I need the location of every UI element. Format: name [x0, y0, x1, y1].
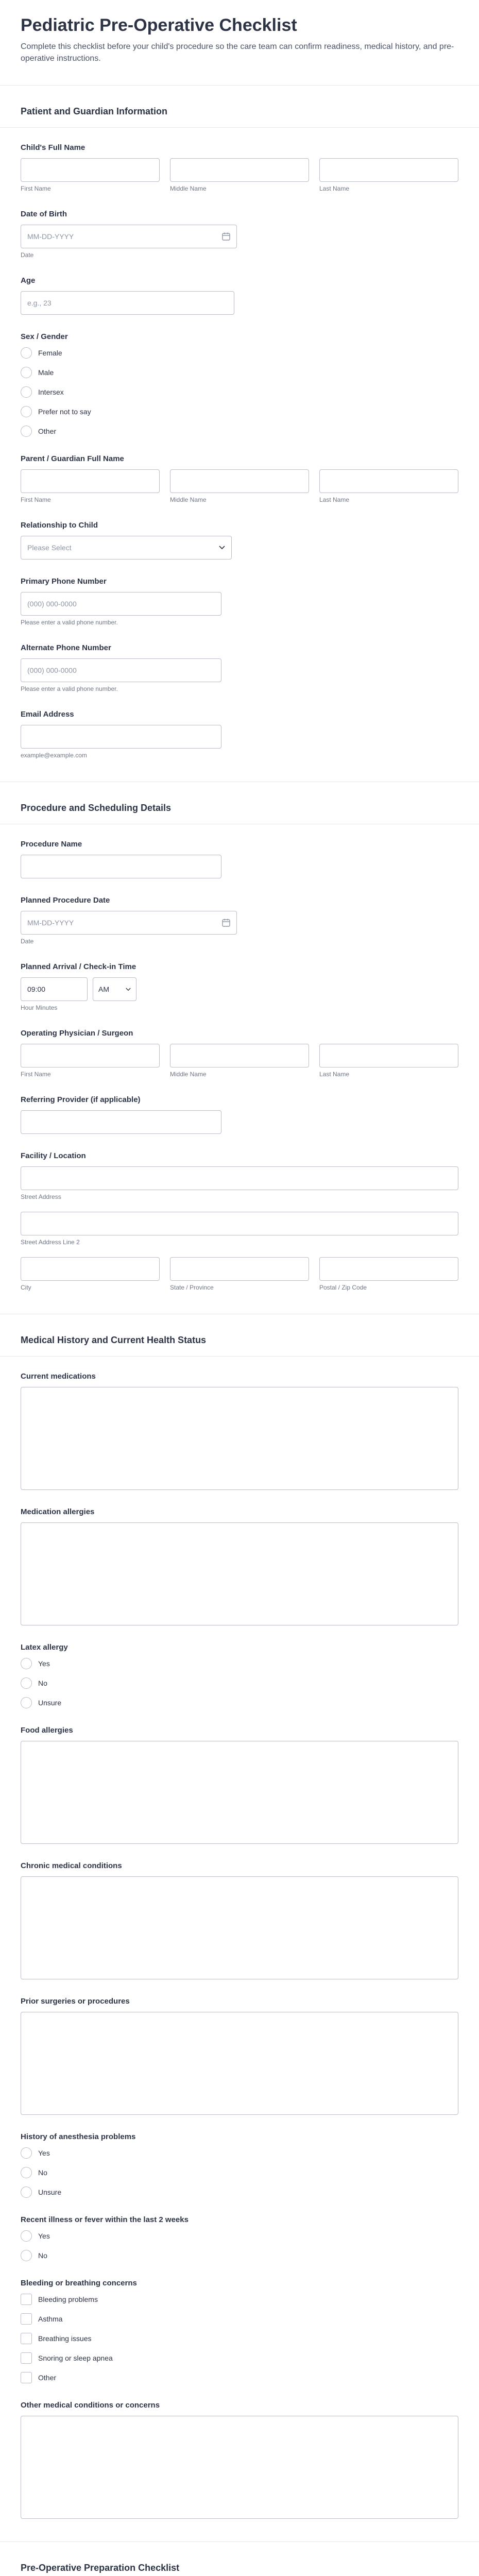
chevron-down-icon	[219, 546, 225, 550]
chevron-down-icon	[126, 988, 131, 991]
option-label: Bleeding problems	[38, 2295, 98, 2304]
referring-label: Referring Provider (if applicable)	[21, 1095, 141, 1105]
radio-button[interactable]	[21, 426, 32, 437]
option-label: Male	[38, 368, 54, 377]
sex-option[interactable]	[21, 426, 458, 437]
street2-input[interactable]	[21, 1212, 458, 1235]
latex-option[interactable]	[21, 1697, 458, 1708]
food-field	[21, 1726, 458, 1844]
sex-label: Sex / Gender	[21, 332, 68, 342]
breathing-label: Bleeding or breathing concerns	[21, 2279, 137, 2288]
alt-phone-sublabel: Please enter a valid phone number.	[21, 685, 118, 693]
breathing-option[interactable]	[21, 2333, 458, 2344]
option-label: No	[38, 2251, 47, 2260]
option-label: Unsure	[38, 1699, 62, 1707]
procedure-date-input[interactable]: MM-DD-YYYY	[21, 911, 237, 935]
section-patient	[0, 86, 479, 782]
radio-button[interactable]	[21, 1658, 32, 1669]
illness-option[interactable]	[21, 2230, 458, 2242]
city-input[interactable]	[21, 1257, 160, 1281]
meds-label: Current medications	[21, 1372, 96, 1381]
section-procedure	[0, 782, 479, 1314]
section-title-prep: Pre-Operative Preparation Checklist	[0, 2542, 479, 2576]
illness-field	[21, 2215, 458, 2261]
guardian-name-label: Parent / Guardian Full Name	[21, 454, 124, 464]
section-title-procedure: Procedure and Scheduling Details	[0, 782, 479, 824]
referring-field	[21, 1095, 458, 1134]
age-label: Age	[21, 276, 36, 285]
radio-button[interactable]	[21, 2167, 32, 2178]
last-name-sublabel: Last Name	[319, 185, 350, 193]
option-label: Yes	[38, 2149, 50, 2158]
surgeries-textarea[interactable]	[21, 2012, 458, 2115]
radio-button[interactable]	[21, 347, 32, 359]
street-input[interactable]	[21, 1166, 458, 1190]
street-sublabel: Street Address	[21, 1193, 61, 1201]
option-label: Female	[38, 349, 62, 358]
dob-field	[21, 210, 458, 259]
guardian-first-name-input[interactable]	[21, 469, 160, 493]
option-label: Unsure	[38, 2188, 62, 2197]
option-label: Snoring or sleep apnea	[38, 2354, 113, 2363]
other-conditions-textarea[interactable]	[21, 2416, 458, 2519]
option-label: No	[38, 2168, 47, 2177]
procedure-name-field	[21, 840, 458, 878]
radio-button[interactable]	[21, 386, 32, 398]
option-label: Other	[38, 2374, 57, 2382]
illness-label: Recent illness or fever within the last 2 weeks	[21, 2215, 189, 2225]
referring-input[interactable]	[21, 1110, 221, 1134]
procedure-date-field	[21, 896, 458, 945]
facility-label: Facility / Location	[21, 1151, 86, 1161]
med-allergies-textarea[interactable]	[21, 1522, 458, 1625]
anesthesia-option[interactable]	[21, 2187, 458, 2198]
radio-button[interactable]	[21, 1697, 32, 1708]
anesthesia-label: History of anesthesia problems	[21, 2132, 136, 2142]
phone-field	[21, 577, 458, 626]
middle-name-sublabel: Middle Name	[170, 1071, 207, 1078]
surgeries-label: Prior surgeries or procedures	[21, 1997, 130, 2006]
illness-option[interactable]	[21, 2250, 458, 2261]
time-sublabel: Hour Minutes	[21, 1004, 58, 1012]
email-label: Email Address	[21, 710, 74, 719]
breathing-option[interactable]	[21, 2372, 458, 2383]
state-input[interactable]	[170, 1257, 309, 1281]
latex-option[interactable]	[21, 1677, 458, 1689]
sex-option[interactable]	[21, 347, 458, 359]
chronic-label: Chronic medical conditions	[21, 1861, 122, 1871]
surgeon-label: Operating Physician / Surgeon	[21, 1029, 133, 1038]
last-name-sublabel: Last Name	[319, 1071, 350, 1078]
age-field	[21, 276, 458, 315]
latex-field	[21, 1643, 458, 1708]
checkbox[interactable]	[21, 2333, 32, 2344]
option-label: Intersex	[38, 388, 64, 397]
option-label: Prefer not to say	[38, 408, 91, 416]
ampm-value: AM	[98, 985, 109, 994]
section-medical	[0, 1314, 479, 2542]
section-title-medical: Medical History and Current Health Status	[0, 1314, 479, 1357]
alt-phone-field	[21, 643, 458, 692]
anesthesia-option[interactable]	[21, 2147, 458, 2159]
arrival-time-label: Planned Arrival / Check-in Time	[21, 962, 136, 972]
surgeon-middle-name-input[interactable]	[170, 1044, 309, 1067]
street2-sublabel: Street Address Line 2	[21, 1239, 80, 1246]
radio-button[interactable]	[21, 2147, 32, 2159]
option-label: Yes	[38, 2232, 50, 2241]
other-conditions-label: Other medical conditions or concerns	[21, 2401, 160, 2410]
phone-input[interactable]: (000) 000-0000	[21, 592, 221, 616]
first-name-sublabel: First Name	[21, 185, 51, 193]
breathing-option[interactable]	[21, 2313, 458, 2325]
phone-label: Primary Phone Number	[21, 577, 107, 586]
sex-option[interactable]	[21, 406, 458, 417]
option-label: No	[38, 1679, 47, 1688]
dob-input[interactable]: MM-DD-YYYY	[21, 225, 237, 248]
form-description: Complete this checklist before your child's procedure so the care team can confirm readiness, medical history, and pre-operative instructions.	[21, 42, 454, 63]
ampm-select[interactable]	[93, 977, 136, 1001]
section-title-patient: Patient and Guardian Information	[0, 86, 479, 128]
checkbox[interactable]	[21, 2372, 32, 2383]
relationship-label: Relationship to Child	[21, 521, 98, 530]
meds-field	[21, 1372, 458, 1490]
procedure-date-label: Planned Procedure Date	[21, 896, 110, 905]
calendar-icon[interactable]	[221, 232, 231, 241]
option-label: Breathing issues	[38, 2334, 92, 2343]
food-label: Food allergies	[21, 1726, 73, 1735]
phone-sublabel: Please enter a valid phone number.	[21, 619, 118, 626]
radio-button[interactable]	[21, 406, 32, 417]
email-field	[21, 710, 458, 759]
surgeon-last-name-input[interactable]	[319, 1044, 458, 1067]
option-label: Other	[38, 427, 57, 436]
radio-button[interactable]	[21, 367, 32, 378]
anesthesia-option[interactable]	[21, 2167, 458, 2178]
breathing-option[interactable]	[21, 2352, 458, 2364]
radio-button[interactable]	[21, 2250, 32, 2261]
relationship-field	[21, 521, 458, 560]
city-sublabel: City	[21, 1284, 31, 1292]
anesthesia-field	[21, 2132, 458, 2198]
child-first-name-input[interactable]	[21, 158, 160, 182]
checkbox[interactable]	[21, 2352, 32, 2364]
chronic-field	[21, 1861, 458, 1979]
zip-input[interactable]	[319, 1257, 458, 1281]
last-name-sublabel: Last Name	[319, 496, 350, 504]
age-input[interactable]: e.g., 23	[21, 291, 234, 315]
meds-textarea[interactable]	[21, 1387, 458, 1490]
select-placeholder: Please Select	[27, 544, 72, 552]
calendar-icon[interactable]	[221, 918, 231, 927]
chronic-textarea[interactable]	[21, 1876, 458, 1979]
state-sublabel: State / Province	[170, 1284, 214, 1292]
form-title: Pediatric Pre-Operative Checklist	[21, 15, 297, 35]
latex-label: Latex allergy	[21, 1643, 68, 1652]
relationship-select[interactable]	[21, 536, 232, 560]
breathing-option[interactable]	[21, 2294, 458, 2305]
child-name-field	[21, 143, 458, 192]
procedure-name-label: Procedure Name	[21, 840, 82, 849]
latex-option[interactable]	[21, 1658, 458, 1669]
sex-option[interactable]	[21, 386, 458, 398]
procedure-name-input[interactable]	[21, 855, 221, 878]
med-allergies-field	[21, 1507, 458, 1625]
guardian-last-name-input[interactable]	[319, 469, 458, 493]
surgeon-first-name-input[interactable]	[21, 1044, 160, 1067]
guardian-middle-name-input[interactable]	[170, 469, 309, 493]
facility-field	[21, 1151, 458, 1291]
sex-field	[21, 332, 458, 437]
option-label: Yes	[38, 1659, 50, 1668]
child-name-label: Child's Full Name	[21, 143, 85, 152]
alt-phone-input[interactable]: (000) 000-0000	[21, 658, 221, 682]
guardian-name-field	[21, 454, 458, 503]
procedure-date-sublabel: Date	[21, 938, 34, 945]
surgeon-field	[21, 1029, 458, 1078]
option-label: Asthma	[38, 2315, 63, 2324]
checkbox[interactable]	[21, 2294, 32, 2305]
first-name-sublabel: First Name	[21, 1071, 51, 1078]
radio-button[interactable]	[21, 2230, 32, 2242]
radio-button[interactable]	[21, 2187, 32, 2198]
child-middle-name-input[interactable]	[170, 158, 309, 182]
email-sublabel: example@example.com	[21, 752, 87, 759]
section-prep	[0, 2542, 479, 2576]
middle-name-sublabel: Middle Name	[170, 185, 207, 193]
other-conditions-field	[21, 2401, 458, 2519]
form-header	[0, 0, 479, 86]
surgeries-field	[21, 1997, 458, 2115]
arrival-time-field	[21, 962, 458, 1011]
breathing-field	[21, 2279, 458, 2383]
checkbox[interactable]	[21, 2313, 32, 2325]
time-input[interactable]: 09:00	[21, 977, 88, 1001]
zip-sublabel: Postal / Zip Code	[319, 1284, 367, 1292]
first-name-sublabel: First Name	[21, 496, 51, 504]
email-input[interactable]	[21, 725, 221, 749]
food-textarea[interactable]	[21, 1741, 458, 1844]
dob-label: Date of Birth	[21, 210, 67, 219]
middle-name-sublabel: Middle Name	[170, 496, 207, 504]
child-last-name-input[interactable]	[319, 158, 458, 182]
sex-option[interactable]	[21, 367, 458, 378]
radio-button[interactable]	[21, 1677, 32, 1689]
med-allergies-label: Medication allergies	[21, 1507, 95, 1517]
alt-phone-label: Alternate Phone Number	[21, 643, 111, 653]
dob-sublabel: Date	[21, 251, 34, 259]
